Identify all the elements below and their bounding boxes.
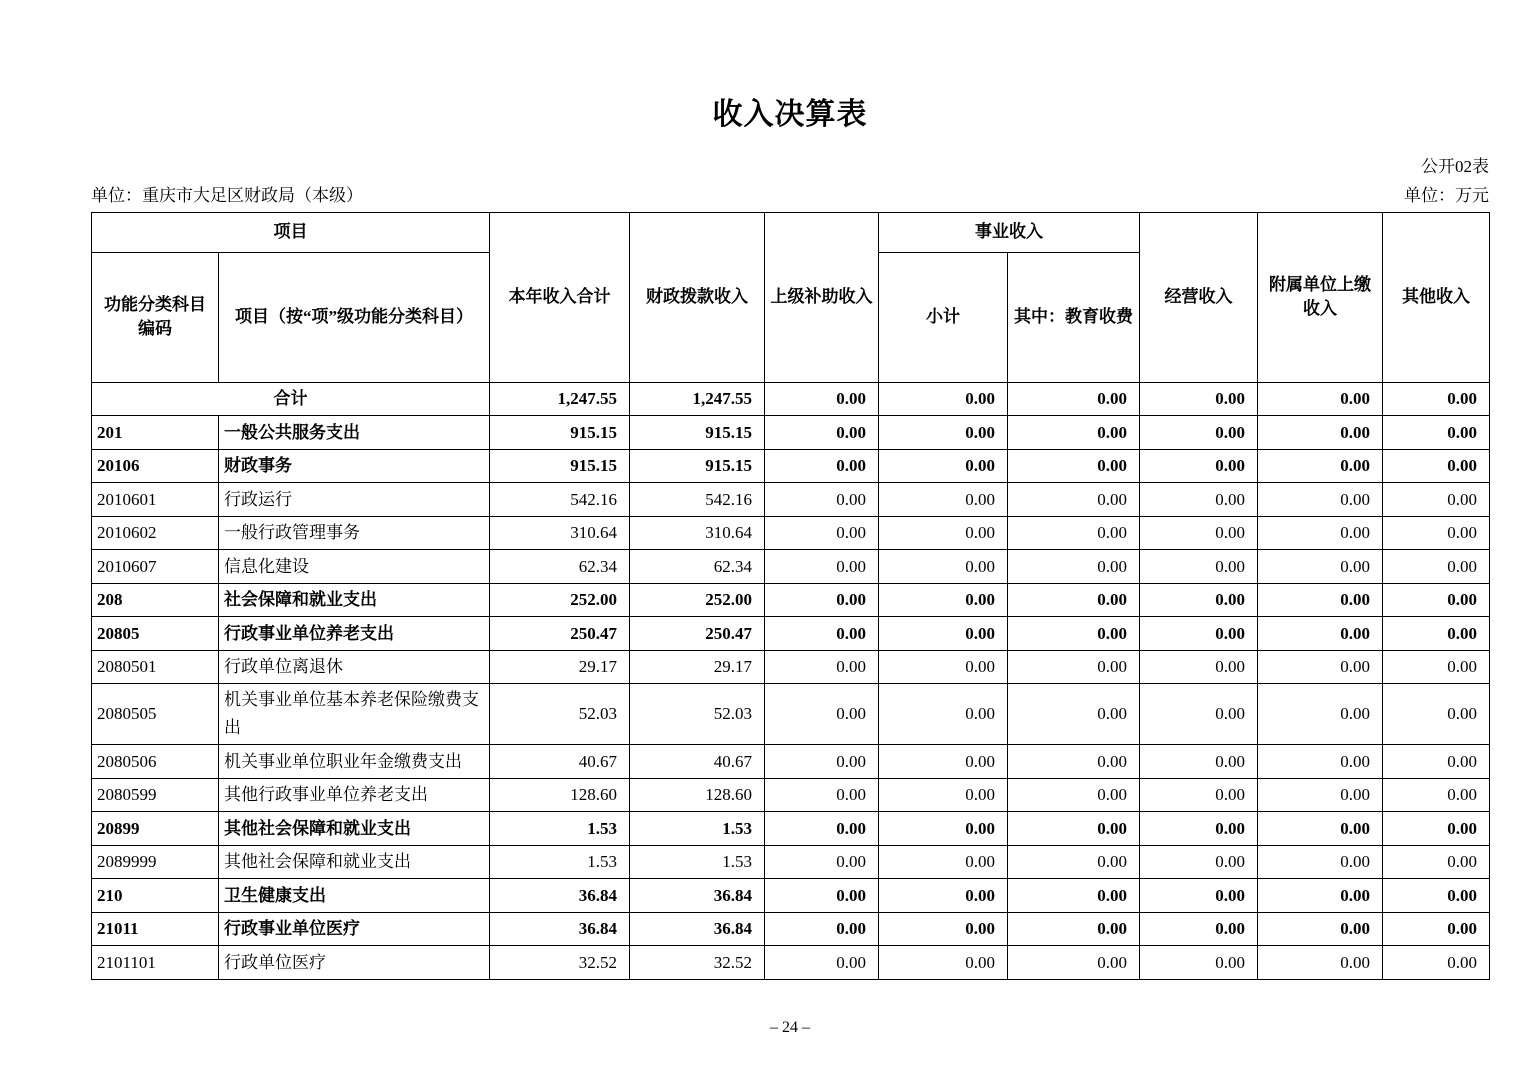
row-value: 0.00 [1008,946,1140,980]
row-value: 0.00 [1383,449,1490,483]
table-row [92,778,1490,812]
row-value: 36.84 [490,879,630,913]
row-value: 0.00 [1008,617,1140,651]
row-value: 0.00 [1383,684,1490,745]
row-value: 40.67 [630,745,765,779]
row-value: 128.60 [630,778,765,812]
row-value: 0.00 [765,583,879,617]
row-value: 310.64 [490,516,630,550]
row-value: 0.00 [1383,550,1490,584]
row-code: 2089999 [92,845,219,879]
row-value: 542.16 [630,483,765,517]
row-value: 0.00 [1008,879,1140,913]
row-item-name: 一般公共服务支出 [219,416,490,450]
row-value: 0.00 [879,879,1008,913]
header-other-income: 其他收入 [1383,212,1490,382]
row-value: 29.17 [630,650,765,684]
row-value: 0.00 [765,617,879,651]
row-value: 0.00 [1383,583,1490,617]
row-item-name: 社会保障和就业支出 [219,583,490,617]
row-item-name: 行政单位离退休 [219,650,490,684]
row-value: 1.53 [630,845,765,879]
row-value: 0.00 [879,416,1008,450]
row-value: 0.00 [1383,946,1490,980]
row-value: 0.00 [879,812,1008,846]
table-row [92,684,1490,745]
row-value: 128.60 [490,778,630,812]
row-value: 0.00 [1258,617,1383,651]
row-value: 0.00 [1258,483,1383,517]
row-item-name: 机关事业单位基本养老保险缴费支出 [219,684,490,745]
header-row-1 [92,212,1490,252]
row-value: 0.00 [1258,650,1383,684]
row-value: 0.00 [765,650,879,684]
row-value: 252.00 [630,583,765,617]
row-value: 0.00 [1383,778,1490,812]
row-value: 36.84 [490,912,630,946]
row-item-name: 其他行政事业单位养老支出 [219,778,490,812]
row-value: 0.00 [1140,845,1258,879]
row-value: 0.00 [1258,745,1383,779]
row-value: 1.53 [490,845,630,879]
row-value: 0.00 [1140,912,1258,946]
row-item-name: 行政事业单位养老支出 [219,617,490,651]
row-item-name: 信息化建设 [219,550,490,584]
row-value: 0.00 [1140,516,1258,550]
document-content [91,0,1489,1037]
row-code: 2010602 [92,516,219,550]
row-value: 62.34 [490,550,630,584]
row-value: 0.00 [1383,483,1490,517]
table-row [92,550,1490,584]
row-value: 32.52 [490,946,630,980]
row-value: 0.00 [1008,912,1140,946]
row-value: 0.00 [1383,416,1490,450]
table-body [92,382,1490,979]
table-row [92,650,1490,684]
row-code: 2010601 [92,483,219,517]
row-value: 0.00 [765,483,879,517]
row-code: 208 [92,583,219,617]
header-annual-income-total: 本年收入合计 [490,212,630,382]
row-value: 0.00 [1008,583,1140,617]
row-value: 0.00 [765,778,879,812]
row-value: 0.00 [1008,449,1140,483]
row-code: 20805 [92,617,219,651]
unit-line [91,186,1489,206]
page-number: – 24 – [770,1018,810,1036]
header-fiscal-allocation-income: 财政拨款收入 [630,212,765,382]
row-value: 0.00 [765,912,879,946]
header-business-income-group: 事业收入 [879,212,1140,252]
header-affiliated-unit-income: 附属单位上缴收入 [1258,212,1383,382]
row-value: 0.00 [879,617,1008,651]
row-value: 52.03 [490,684,630,745]
row-value: 0.00 [1008,483,1140,517]
row-value: 0.00 [1008,382,1140,416]
row-value: 915.15 [490,449,630,483]
row-code: 2080506 [92,745,219,779]
row-value: 0.00 [1383,650,1490,684]
table-row [92,946,1490,980]
row-code: 20899 [92,812,219,846]
header-functional-code: 功能分类科目编码 [92,252,219,382]
row-value: 32.52 [630,946,765,980]
row-value: 0.00 [1140,583,1258,617]
table-row [92,583,1490,617]
table-code: 公开02表 [1421,157,1489,176]
row-value: 0.00 [1258,946,1383,980]
row-value: 0.00 [879,516,1008,550]
row-value: 0.00 [1008,516,1140,550]
table-row [92,416,1490,450]
row-value: 0.00 [1140,946,1258,980]
row-value: 0.00 [1258,879,1383,913]
row-value: 0.00 [879,845,1008,879]
row-value: 0.00 [879,912,1008,946]
row-item-name: 行政单位医疗 [219,946,490,980]
row-value: 0.00 [1140,879,1258,913]
row-value: 0.00 [879,382,1008,416]
row-item-name: 其他社会保障和就业支出 [219,845,490,879]
row-value: 0.00 [1383,912,1490,946]
row-value: 0.00 [1258,684,1383,745]
row-value: 0.00 [1383,845,1490,879]
row-value: 0.00 [1140,416,1258,450]
row-code: 2080599 [92,778,219,812]
row-item-name: 卫生健康支出 [219,879,490,913]
row-value: 0.00 [1258,382,1383,416]
row-value: 0.00 [1140,650,1258,684]
row-code: 2080501 [92,650,219,684]
header-project-item: 项目（按“项”级功能分类科目） [219,252,490,382]
row-value: 0.00 [1258,449,1383,483]
row-value: 0.00 [1258,812,1383,846]
table-row [92,845,1490,879]
table-row [92,516,1490,550]
row-value: 1.53 [490,812,630,846]
row-value: 915.15 [490,416,630,450]
row-value: 0.00 [1258,583,1383,617]
row-code: 2080505 [92,684,219,745]
row-value: 0.00 [879,778,1008,812]
row-value: 1.53 [630,812,765,846]
row-value: 0.00 [1383,812,1490,846]
row-value: 0.00 [879,684,1008,745]
row-item-name: 机关事业单位职业年金缴费支出 [219,745,490,779]
row-value: 29.17 [490,650,630,684]
row-value: 0.00 [1383,516,1490,550]
table-row [92,617,1490,651]
row-item-name: 行政运行 [219,483,490,517]
row-value: 0.00 [1140,449,1258,483]
table-row [92,382,1490,416]
row-value: 0.00 [1008,745,1140,779]
row-value: 0.00 [879,449,1008,483]
unit-currency: 单位：万元 [1404,186,1489,206]
row-value: 0.00 [1008,684,1140,745]
table-row [92,879,1490,913]
row-value: 0.00 [1383,879,1490,913]
row-value: 0.00 [765,382,879,416]
row-value: 250.47 [630,617,765,651]
row-value: 250.47 [490,617,630,651]
row-value: 0.00 [765,416,879,450]
header-project-group: 项目 [92,212,490,252]
row-value: 0.00 [879,550,1008,584]
row-value: 915.15 [630,449,765,483]
table-row [92,483,1490,517]
row-value: 0.00 [1140,778,1258,812]
total-label-cell: 合计 [92,382,490,416]
row-value: 310.64 [630,516,765,550]
row-value: 0.00 [1008,812,1140,846]
row-code: 20106 [92,449,219,483]
row-value: 0.00 [1258,416,1383,450]
row-value: 0.00 [1140,745,1258,779]
row-value: 0.00 [1140,812,1258,846]
row-value: 0.00 [765,812,879,846]
row-value: 915.15 [630,416,765,450]
row-value: 1,247.55 [630,382,765,416]
header-education-fee: 其中：教育收费 [1008,252,1140,382]
row-code: 2101101 [92,946,219,980]
row-value: 0.00 [1383,382,1490,416]
table-row [92,912,1490,946]
row-value: 0.00 [1258,778,1383,812]
row-value: 542.16 [490,483,630,517]
row-code: 210 [92,879,219,913]
row-value: 52.03 [630,684,765,745]
header-superior-subsidy-income: 上级补助收入 [765,212,879,382]
row-value: 0.00 [765,879,879,913]
row-value: 0.00 [879,650,1008,684]
row-value: 0.00 [879,946,1008,980]
header-operating-income: 经营收入 [1140,212,1258,382]
row-value: 0.00 [879,745,1008,779]
row-code: 21011 [92,912,219,946]
row-value: 36.84 [630,912,765,946]
row-item-name: 其他社会保障和就业支出 [219,812,490,846]
row-value: 0.00 [1140,550,1258,584]
row-value: 0.00 [765,516,879,550]
row-item-name: 财政事务 [219,449,490,483]
row-value: 0.00 [765,684,879,745]
row-code: 201 [92,416,219,450]
table-row [92,812,1490,846]
row-value: 0.00 [1008,550,1140,584]
row-value: 62.34 [630,550,765,584]
row-value: 0.00 [1383,745,1490,779]
row-value: 0.00 [765,845,879,879]
row-value: 0.00 [765,946,879,980]
row-value: 0.00 [1140,483,1258,517]
row-value: 0.00 [879,583,1008,617]
row-value: 0.00 [879,483,1008,517]
row-value: 36.84 [630,879,765,913]
row-value: 0.00 [1258,516,1383,550]
row-value: 0.00 [1008,416,1140,450]
row-value: 0.00 [1258,550,1383,584]
row-value: 0.00 [765,550,879,584]
row-value: 0.00 [1008,650,1140,684]
row-code: 2010607 [92,550,219,584]
row-value: 0.00 [1140,382,1258,416]
revenue-table [91,212,1490,980]
row-value: 0.00 [1140,617,1258,651]
table-row [92,745,1490,779]
row-value: 1,247.55 [490,382,630,416]
table-row [92,449,1490,483]
row-value: 0.00 [765,745,879,779]
row-item-name: 一般行政管理事务 [219,516,490,550]
row-value: 0.00 [765,449,879,483]
row-item-name: 行政事业单位医疗 [219,912,490,946]
row-value: 0.00 [1258,912,1383,946]
header-subtotal: 小计 [879,252,1008,382]
row-value: 0.00 [1008,778,1140,812]
unit-name: 单位：重庆市大足区财政局（本级） [91,186,363,206]
row-value: 0.00 [1140,684,1258,745]
table-header [92,212,1490,382]
row-value: 0.00 [1258,845,1383,879]
page-title: 收入决算表 [712,98,868,131]
row-value: 40.67 [490,745,630,779]
row-value: 252.00 [490,583,630,617]
row-value: 0.00 [1383,617,1490,651]
row-value: 0.00 [1008,845,1140,879]
